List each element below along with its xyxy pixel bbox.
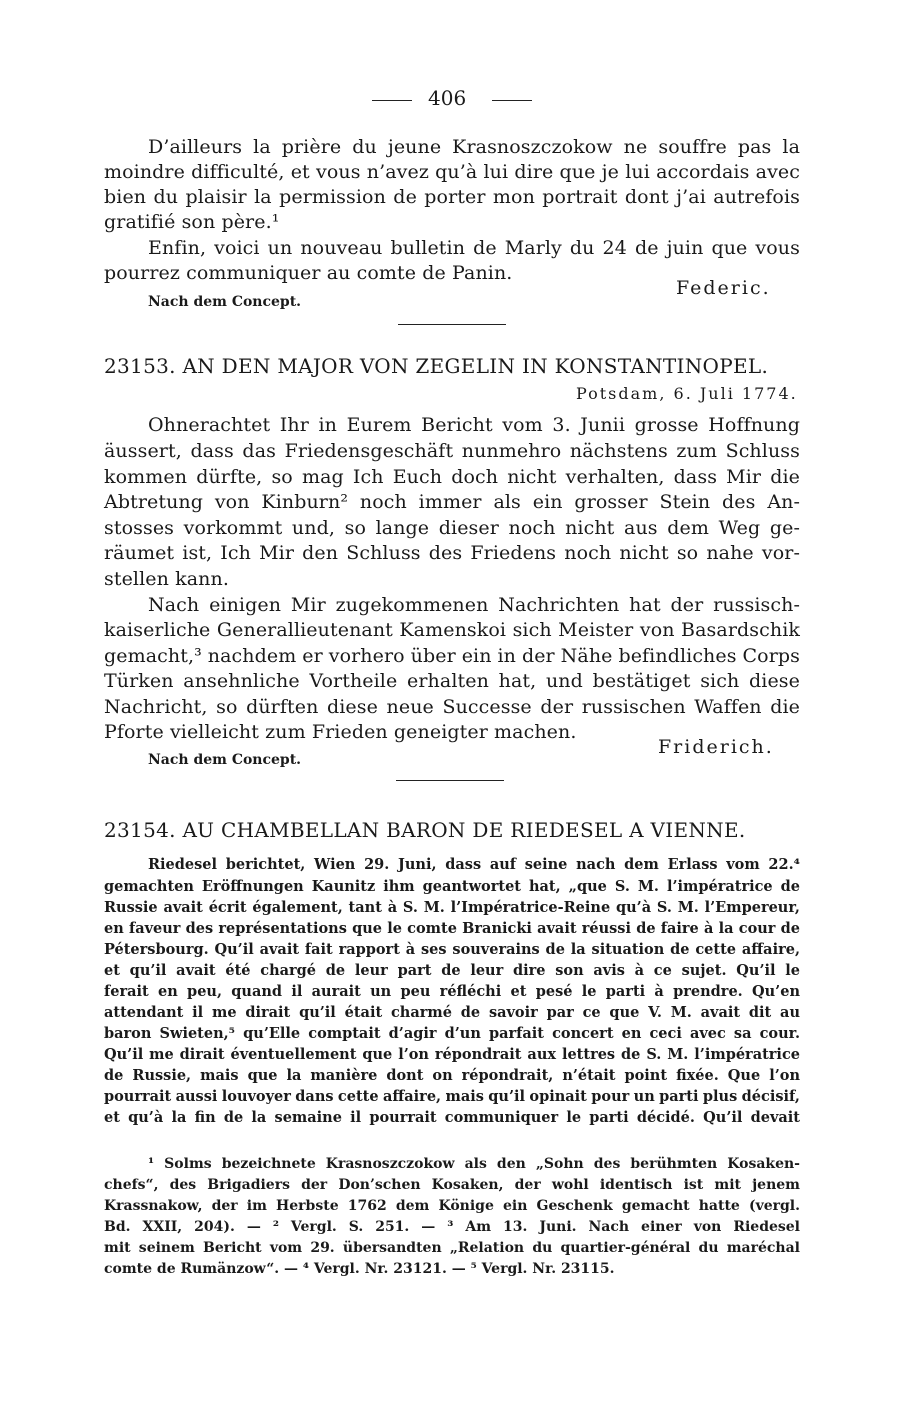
text-line: attendant il me dirait qu’il était charmé de savoir par ce que V. M. avait dit au xyxy=(104,1004,800,1021)
text-line: kaiserliche Generallieutenant Kamenskoi sich Meister von Basardschik xyxy=(104,619,800,641)
text-line: gemachten Eröffnungen Kaunitz ihm geantwortet hat, „que S. M. l’impératrice de xyxy=(104,878,800,895)
text-line: en faveur des représentations que le comte Branicki avait réussi de faire à la cour de xyxy=(104,920,800,937)
text-line: stellen kann. xyxy=(104,568,229,590)
footnote-line: Bd. XXII, 204). — ² Vergl. S. 251. — ³ Am 13. Juni. Nach einer von Riedesel xyxy=(104,1219,800,1235)
text-line: Riedesel berichtet, Wien 29. Juni, dass auf seine nach dem Erlass vom 22.⁴ xyxy=(148,856,800,873)
footnote-line: mit seinem Bericht vom 29. übersandten „Relation du quartier-général du maréchal xyxy=(104,1240,800,1256)
letter-heading: 23153. AN DEN MAJOR VON ZEGELIN IN KONSTANTINOPEL. xyxy=(104,354,769,378)
text-line: pourrait aussi louvoyer dans cette affaire, mais qu’il opinait pour un parti plus décisif, xyxy=(104,1088,800,1105)
footnote-line: Krassnakow, der im Herbste 1762 dem Könige ein Geschenk gemacht hatte (vergl. xyxy=(104,1198,800,1214)
text-line: pourrez communiquer au comte de Panin. xyxy=(104,262,513,284)
text-line: stosses vorkommt und, so lange dieser noch nicht aus dem Weg ge- xyxy=(104,517,800,539)
text-line: äussert, dass das Friedensgeschäft nunmehro nächstens zum Schluss xyxy=(104,440,800,462)
text-line: Nach einigen Mir zugekommenen Nachrichten hat der russisch- xyxy=(148,594,800,616)
text-line: D’ailleurs la prière du jeune Krasnoszczokow ne souffre pas la xyxy=(148,136,800,158)
footnote-line: ¹ Solms bezeichnete Krasnoszczokow als den „Sohn des berühmten Kosaken- xyxy=(148,1156,800,1172)
text-line: bien du plaisir la permission de porter mon portrait dont j’ai autrefois xyxy=(104,186,800,208)
text-line: Ohnerachtet Ihr in Eurem Bericht vom 3. Junii grosse Hoffnung xyxy=(148,414,800,436)
text-line: baron Swieten,⁵ qu’Elle comptait d’agir d’un parfait concert en ceci avec sa cour. xyxy=(104,1025,800,1042)
page-number-rule-left xyxy=(372,100,412,101)
text-line: Abtretung von Kinburn² noch immer als ein grosser Stein des An- xyxy=(104,491,800,513)
text-line: gratifié son père.¹ xyxy=(104,211,280,233)
text-line: Türken ansehnliche Vortheile erhalten hat, und bestätiget sich diese xyxy=(104,670,800,692)
text-line: Qu’il me dirait éventuellement que l’on répondrait aux lettres de S. M. l’impératrice xyxy=(104,1046,800,1063)
text-line: Nachricht, so dürften diese neue Successe der russischen Waffen die xyxy=(104,696,800,718)
text-line: räumet ist, Ich Mir den Schluss des Friedens noch nicht so nahe vor- xyxy=(104,542,800,564)
dateline: Potsdam, 6. Juli 1774. xyxy=(576,384,798,403)
text-line: de Russie, mais que la manière dont on répondrait, n’était point fixée. Que l’on xyxy=(104,1067,800,1084)
text-line: moindre difficulté, et vous n’avez qu’à lui dire que je lui accordais avec xyxy=(104,161,800,183)
text-line: et qu’à la fin de la semaine il pourrait communiquer le parti décidé. Qu’il devait xyxy=(104,1109,800,1126)
text-line: Russie avait écrit également, tant à S. M. l’Impératrice-Reine qu’à S. M. l’Empereur, xyxy=(104,899,800,916)
footnote-line: comte de Rumänzow“. — ⁴ Vergl. Nr. 23121. — ⁵ Vergl. Nr. 23115. xyxy=(104,1261,615,1277)
text-line: Pforte vielleicht zum Frieden geneigter machen. xyxy=(104,721,577,743)
text-line: kommen dürfte, so mag Ich Euch doch nicht verhalten, dass Mir die xyxy=(104,466,800,488)
letter-heading: 23154. AU CHAMBELLAN BARON DE RIEDESEL A VIENNE. xyxy=(104,818,746,842)
page-number: 406 xyxy=(428,86,467,110)
source-note: Nach dem Concept. xyxy=(148,294,302,310)
page-number-rule-right xyxy=(492,100,532,101)
signature: Federic. xyxy=(676,277,771,299)
footnote-line: chefs“, des Brigadiers der Don’schen Kosaken, der wohl identisch ist mit jenem xyxy=(104,1177,800,1193)
text-line: Enfin, voici un nouveau bulletin de Marly du 24 de juin que vous xyxy=(148,237,800,259)
section-divider xyxy=(398,324,506,325)
text-line: gemacht,³ nachdem er vorhero über ein in der Nähe befindliches Corps xyxy=(104,645,800,667)
source-note: Nach dem Concept. xyxy=(148,752,302,768)
section-divider xyxy=(396,780,504,781)
text-line: Pétersbourg. Qu’il avait fait rapport à ses souverains de la situation de cette affaire, xyxy=(104,941,800,958)
text-line: ferait en peu, quand il aurait un peu réfléchi et pesé le parti à prendre. Qu’en xyxy=(104,983,800,1000)
text-line: et qu’il avait été chargé de leur part de leur dire son avis à ce sujet. Qu’il le xyxy=(104,962,800,979)
signature: Friderich. xyxy=(658,736,774,758)
